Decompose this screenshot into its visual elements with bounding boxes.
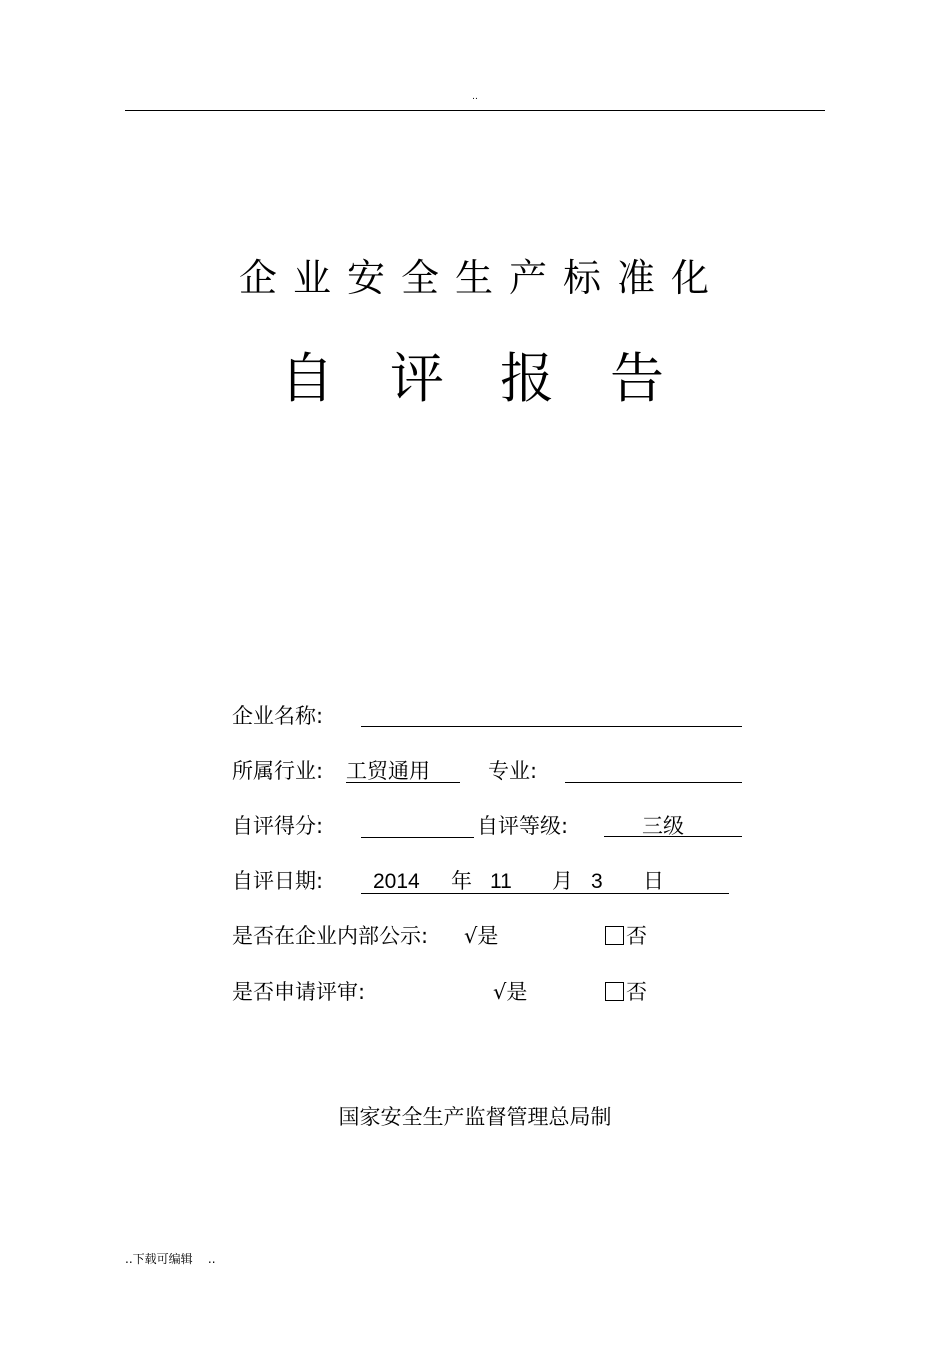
apply-review-label: 是否申请评审: xyxy=(232,980,366,1004)
date-month-unit: 月 xyxy=(552,869,573,893)
company-name-field[interactable] xyxy=(361,702,742,727)
specialty-label: 专业: xyxy=(488,759,538,783)
date-year-unit: 年 xyxy=(451,869,472,893)
date-month: 11 xyxy=(490,870,512,893)
header-mark: .. xyxy=(472,92,478,102)
footer-note: ..下载可编辑 .. xyxy=(125,1252,216,1266)
apply-review-no-option[interactable] xyxy=(605,978,647,1006)
public-notice-yes[interactable]: √是 xyxy=(464,924,499,948)
score-field[interactable] xyxy=(361,812,474,838)
level-label: 自评等级: xyxy=(477,814,569,838)
apply-review-yes[interactable]: √是 xyxy=(493,980,528,1004)
score-label: 自评得分: xyxy=(232,814,324,838)
report-title-line2: 自评报告 xyxy=(280,347,720,410)
public-notice-no: 否 xyxy=(626,924,647,948)
date-label: 自评日期: xyxy=(232,869,324,893)
company-name-label: 企业名称: xyxy=(232,704,324,728)
date-day-unit: 日 xyxy=(643,869,664,893)
specialty-field[interactable] xyxy=(565,757,742,783)
industry-label: 所属行业: xyxy=(232,759,324,783)
public-notice-no-option[interactable] xyxy=(605,922,647,950)
industry-field[interactable]: 工贸通用 xyxy=(346,757,460,783)
report-title-line1: 企业安全生产标准化 xyxy=(238,256,725,300)
level-field[interactable]: 三级 xyxy=(604,812,742,837)
apply-review-no: 否 xyxy=(626,980,647,1004)
date-day: 3 xyxy=(591,870,603,893)
date-year: 2014 xyxy=(373,870,420,893)
header-rule xyxy=(125,110,825,111)
checkbox-empty-icon xyxy=(605,926,624,945)
issuing-organization: 国家安全生产监督管理总局制 xyxy=(338,1105,612,1129)
public-notice-label: 是否在企业内部公示: xyxy=(232,924,429,948)
checkbox-empty-icon xyxy=(605,982,624,1001)
